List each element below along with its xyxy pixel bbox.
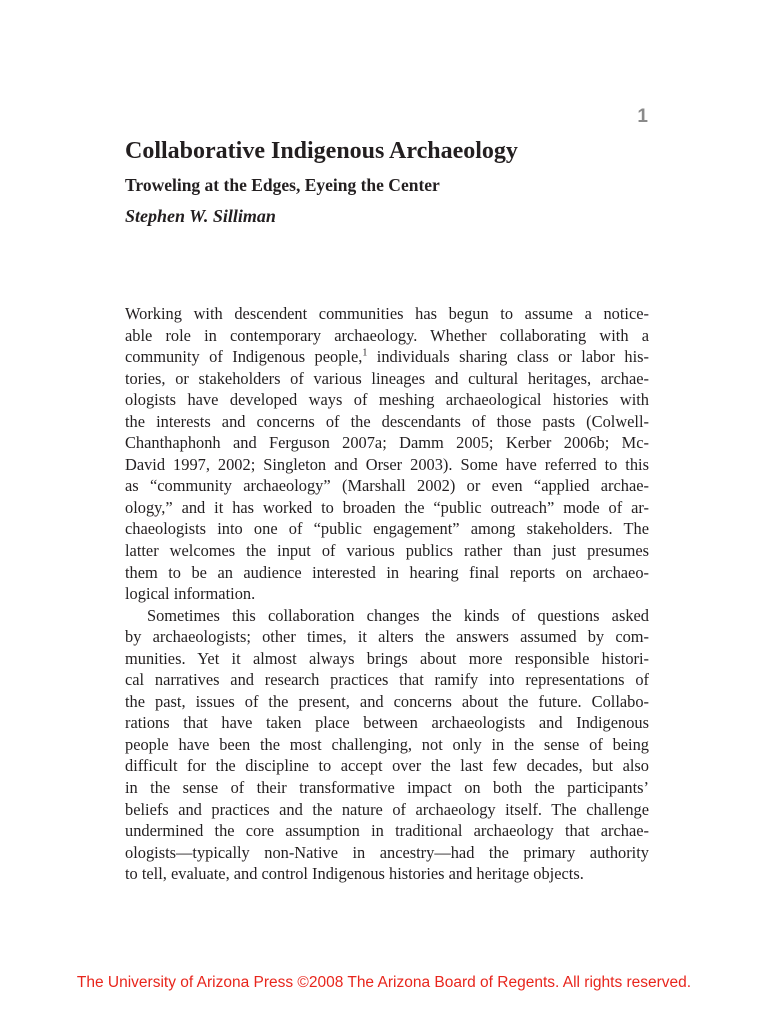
text-line: David 1997, 2002; Singleton and Orser 2003). Some have referred to this [125,454,649,474]
text-line: ologists have developed ways of meshing archaeological histories with [125,390,649,410]
text-line-with-footnote [125,346,649,368]
text-line: latter welcomes the input of various publics rather than just presumes [125,541,649,561]
text-line: Working with descendent communities has begun to assume a notice- [125,304,649,323]
text-line: munities. Yet it almost always brings about more responsible histori- [125,648,649,668]
copyright-notice: The University of Arizona Press ©2008 The Arizona Board of Regents. All rights reserved. [76,974,692,991]
text-line: cal narratives and research practices that ramify into representations of [125,670,649,690]
text-line: to tell, evaluate, and control Indigenous histories and heritage objects. [125,864,584,884]
text-line: the past, issues of the present, and concerns about the future. Collabo- [125,691,649,711]
chapter-author: Stephen W. Silliman [125,206,276,226]
text-fragment: individuals sharing class or labor his- [367,347,650,367]
text-line: logical information. [125,584,256,604]
footnote-marker[interactable]: 1 [362,347,368,359]
body-text [125,303,649,885]
text-line: beliefs and practices and the nature of archaeology itself. The challenge [125,799,649,819]
text-line: undermined the core assumption in traditional archaeology that archae- [125,821,649,841]
chapter-subtitle: Troweling at the Edges, Eyeing the Center [125,175,440,195]
text-line: ologists—typically non-Native in ancestry—had the primary authority [125,842,649,862]
text-line: difficult for the discipline to accept over the last few decades, but also [125,756,649,776]
text-line: in the sense of their transformative impact on both the participants’ [125,778,649,798]
text-line: chaeologists into one of “public engagement” among stakeholders. The [125,519,649,539]
text-line: them to be an audience interested in hearing final reports on archaeo- [125,562,649,582]
text-line: by archaeologists; other times, it alters the answers assumed by com- [125,627,649,647]
chapter-number: 1 [637,106,648,127]
text-fragment: community of Indigenous people, [125,347,363,367]
text-line: Sometimes this collaboration changes the kinds of questions asked [147,605,649,625]
text-line: as “community archaeology” (Marshall 2002) or even “applied archae- [125,476,649,496]
text-line: people have been the most challenging, not only in the sense of being [125,734,649,754]
text-line: ology,” and it has worked to broaden the “public outreach” mode of ar- [125,497,649,517]
text-line: rations that have taken place between archaeologists and Indigenous [125,713,649,733]
chapter-title: Collaborative Indigenous Archaeology [125,138,518,164]
text-line: Chanthaphonh and Ferguson 2007a; Damm 2005; Kerber 2006b; Mc- [125,433,649,453]
text-line: the interests and concerns of the descendants of those pasts (Colwell- [125,411,649,431]
text-line: able role in contemporary archaeology. Whether collaborating with a [125,325,649,345]
text-line: tories, or stakeholders of various lineages and cultural heritages, archae- [125,368,649,388]
